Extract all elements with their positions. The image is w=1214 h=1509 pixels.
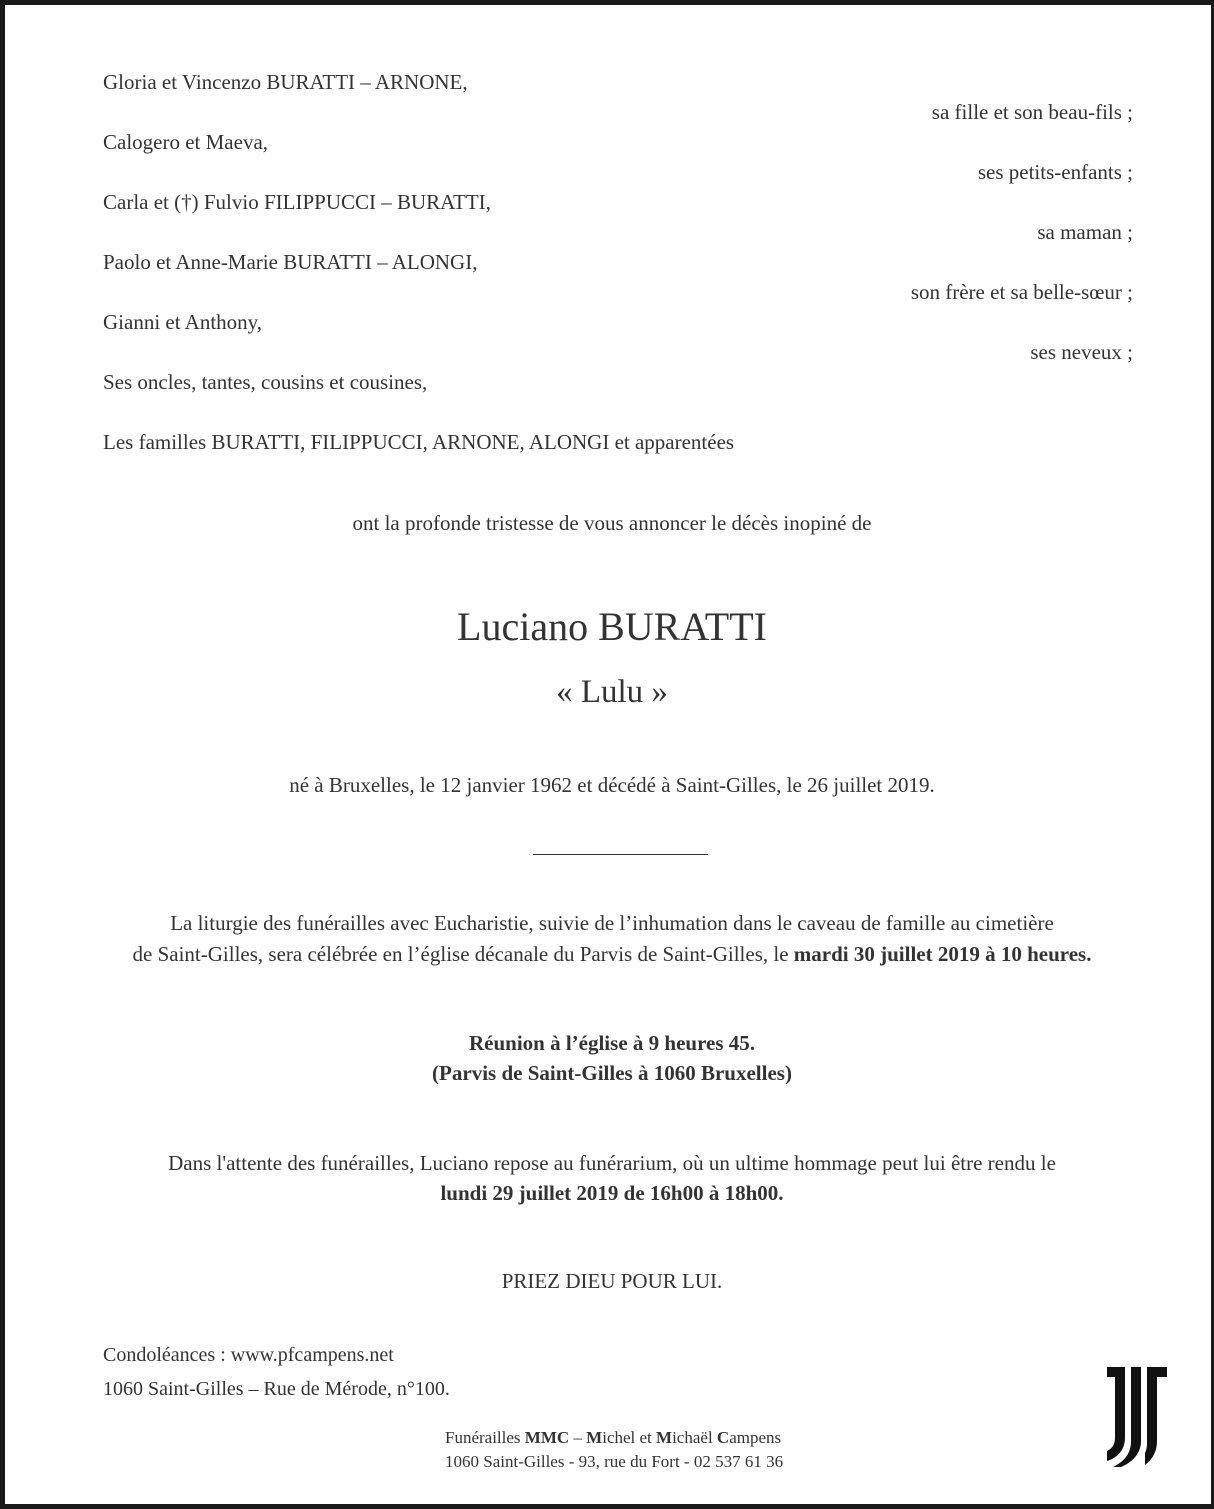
family-member-1: Gloria et Vincenzo BURATTI – ARNONE, — [103, 70, 468, 94]
family-member-7: Les familles BURATTI, FILIPPUCCI, ARNONE, ALONGI et apparentées — [103, 430, 735, 454]
fh-part-5: ichel et — [602, 1428, 657, 1447]
reunion-place: (Parvis de Saint-Gilles à 1060 Bruxelles) — [432, 1061, 792, 1085]
family-relation-4: son frère et sa belle-sœur ; — [910, 280, 1133, 304]
funeral-home-name — [445, 1427, 781, 1449]
liturgy-date: mardi 30 juillet 2019 à 10 heures. — [793, 942, 1092, 966]
family-member-6: Ses oncles, tantes, cousins et cousines, — [103, 370, 428, 394]
club-logo-icon — [1105, 1367, 1169, 1467]
birth-death-dates: né à Bruxelles, le 12 janvier 1962 et décédé à Saint-Gilles, le 26 juillet 2019. — [289, 773, 935, 797]
fh-part-4: M — [586, 1428, 603, 1447]
family-relation-2: ses petits-enfants ; — [977, 160, 1133, 184]
wake-date: lundi 29 juillet 2019 de 16h00 à 18h00. — [440, 1181, 784, 1205]
liturgy-line-2 — [5, 939, 1214, 969]
deceased-nickname: « Lulu » — [556, 674, 668, 710]
family-relation-3: sa maman ; — [1037, 220, 1133, 244]
wake-line-1: Dans l'attente des funérailles, Luciano repose au funérarium, où un ultime hommage peut lui être rendu le — [168, 1151, 1056, 1175]
condolences-line: Condoléances : www.pfcampens.net — [103, 1344, 394, 1366]
prayer-text: PRIEZ DIEU POUR LUI. — [501, 1269, 723, 1293]
family-relation-5: ses neveux ; — [1030, 340, 1133, 364]
family-member-3: Carla et (†) Fulvio FILIPPUCCI – BURATTI, — [103, 190, 491, 214]
fh-part-9: ampens — [729, 1428, 782, 1447]
footer-address: 1060 Saint-Gilles – Rue de Mérode, n°100. — [103, 1378, 450, 1400]
fh-part-8: C — [716, 1428, 730, 1447]
reunion-time: Réunion à l’église à 9 heures 45. — [468, 1031, 756, 1055]
fh-part-3: – — [569, 1428, 587, 1447]
liturgy-line-2-text: de Saint-Gilles, sera célébrée en l’église décanale du Parvis de Saint-Gilles, le — [132, 942, 794, 966]
divider-line — [533, 854, 708, 855]
liturgy-line-1: La liturgie des funérailles avec Eucharistie, suivie de l’inhumation dans le caveau de famille au cimetière — [170, 911, 1054, 935]
fh-part-2: MMC — [524, 1428, 570, 1447]
family-member-4: Paolo et Anne-Marie BURATTI – ALONGI, — [103, 250, 478, 274]
family-member-5: Gianni et Anthony, — [103, 310, 263, 334]
fh-part-7: ichaël — [672, 1428, 717, 1447]
family-relation-1: sa fille et son beau-fils ; — [931, 100, 1133, 124]
fh-part-1: Funérailles — [445, 1428, 525, 1447]
family-member-2: Calogero et Maeva, — [103, 130, 269, 154]
funeral-home-address: 1060 Saint-Gilles - 93, rue du Fort - 02 537 61 36 — [445, 1452, 784, 1471]
fh-part-6: M — [656, 1428, 673, 1447]
announcement-text: ont la profonde tristesse de vous annoncer le décès inopiné de — [352, 511, 872, 535]
deceased-name: Luciano BURATTI — [457, 604, 767, 649]
